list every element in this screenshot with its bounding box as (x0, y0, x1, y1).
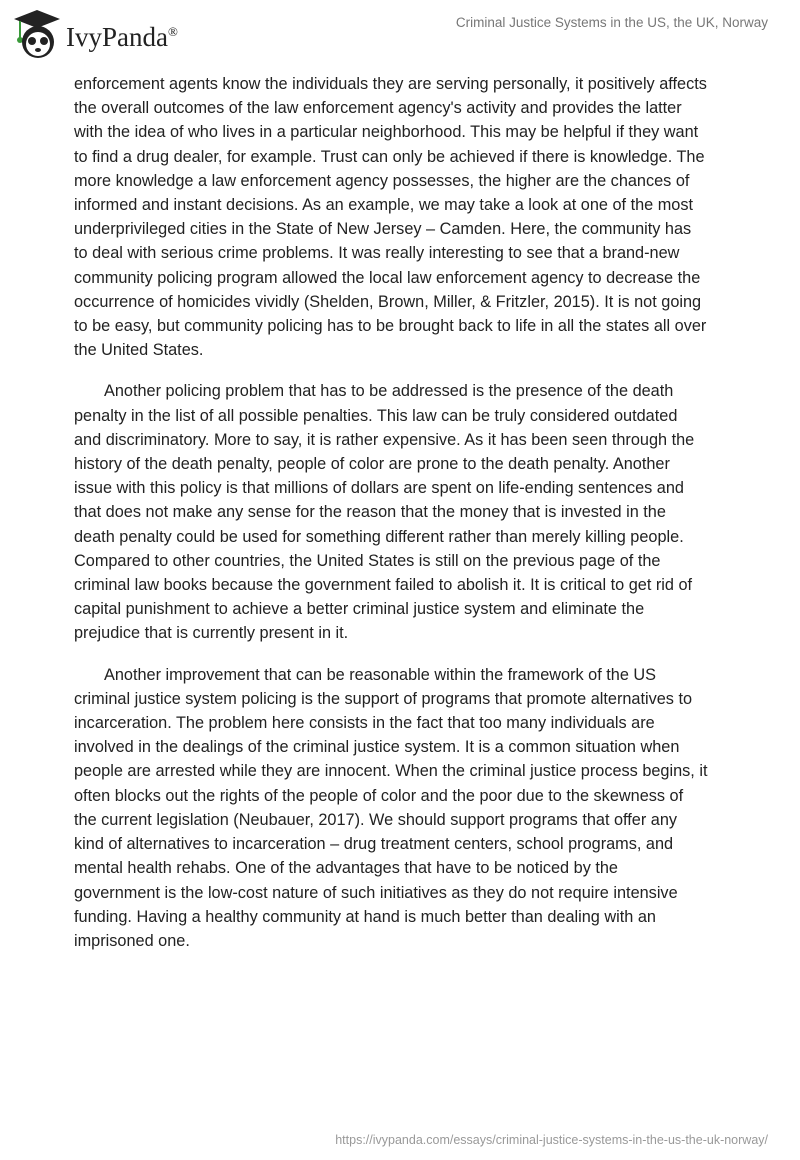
text-line: issue with this policy is that millions of dollars are spent on life-ending sentences and (74, 479, 684, 498)
text-line: criminal law books because the government failed to abolish it. It is critical to get rid of (74, 576, 693, 595)
panda-logo-icon (14, 8, 60, 60)
text-line: the current legislation (Neubauer, 2017). We should support programs that offer any (74, 810, 678, 829)
text-line: government is the low-cost nature of such initiatives as they do not require intensive (74, 883, 678, 902)
text-line: that does not make any sense for the reason that the money that is invested in the (74, 503, 666, 522)
logo-text: IvyPanda® (66, 21, 178, 52)
text-line: kind of alternatives to incarceration – drug treatment centers, school programs, and (74, 835, 674, 854)
text-line: occurrence of homicides vividly (Shelden, Brown, Miller, & Fritzler, 2015). It is not going (74, 292, 702, 311)
text-line: Compared to other countries, the United States is still on the previous page of the (74, 551, 661, 570)
text-line: imprisoned one. (74, 931, 190, 950)
text-line: mental health rehabs. One of the advantages that have to be noticed by the (74, 859, 618, 878)
text-line: the overall outcomes of the law enforcement agency's activity and provides the latter (74, 99, 682, 118)
text-line: prejudice that is currently present in it. (74, 624, 349, 643)
text-line: community policing program allowed the local law enforcement agency to decrease the (74, 268, 701, 287)
text-line: enforcement agents know the individuals they are serving personally, it positively affects (74, 75, 707, 93)
text-line: the United States. (74, 341, 204, 360)
text-line: with the idea of who lives in a particular neighborhood. This may be helpful if they want (74, 123, 699, 142)
text-line: involved in the dealings of the criminal justice system. It is a common situation when (74, 738, 680, 757)
text-line: funding. Having a healthy community at hand is much better than dealing with an (74, 907, 656, 926)
page-url: https://ivypanda.com/essays/criminal-justice-systems-in-the-us-the-uk-norway/ (335, 1133, 768, 1147)
ivypanda-logo[interactable] (14, 8, 178, 60)
text-line: to find a drug dealer, for example. Trust can only be achieved if there is knowledge. The (74, 147, 705, 166)
paragraph (74, 72, 754, 362)
document-title: Criminal Justice Systems in the US, the UK, Norway (455, 15, 768, 30)
text-line: penalty in the list of all possible penalties. This law can be truly considered outdated (74, 406, 678, 425)
text-line: often blocks out the rights of the people of color and the poor due to the skewness of (74, 786, 684, 805)
text-line: and discriminatory. More to say, it is rather expensive. As it has been seen through the (74, 430, 695, 449)
paragraph (74, 379, 754, 645)
text-line: death penalty could be used for something different rather than merely killing people. (74, 527, 684, 546)
text-line: Another policing problem that has to be addressed is the presence of the death (104, 382, 674, 401)
text-line: Another improvement that can be reasonable within the framework of the US (104, 665, 657, 684)
text-line: to deal with serious crime problems. It was really interesting to see that a brand-new (74, 244, 680, 263)
text-line: history of the death penalty, people of color are prone to the death penalty. Another (74, 455, 670, 474)
text-line: informed and instant decisions. As an example, we may take a look at one of the most (74, 196, 694, 215)
paragraph (74, 663, 754, 953)
text-line: people are arrested while they are innocent. When the criminal justice process begins, it (74, 762, 708, 781)
text-line: to be easy, but community policing has to be brought back to life in all the states all over (74, 317, 707, 336)
text-line: incarceration. The problem here consists in the fact that too many individuals are (74, 714, 655, 733)
text-line: capital punishment to achieve a better criminal justice system and eliminate the (74, 600, 645, 619)
text-line: more knowledge a law enforcement agency possesses, the higher are the chances of (74, 171, 690, 190)
essay-body (74, 72, 754, 970)
text-line: criminal justice system policing is the support of programs that promote alternatives to (74, 689, 693, 708)
text-line: underprivileged cities in the State of New Jersey – Camden. Here, the community has (74, 220, 692, 239)
